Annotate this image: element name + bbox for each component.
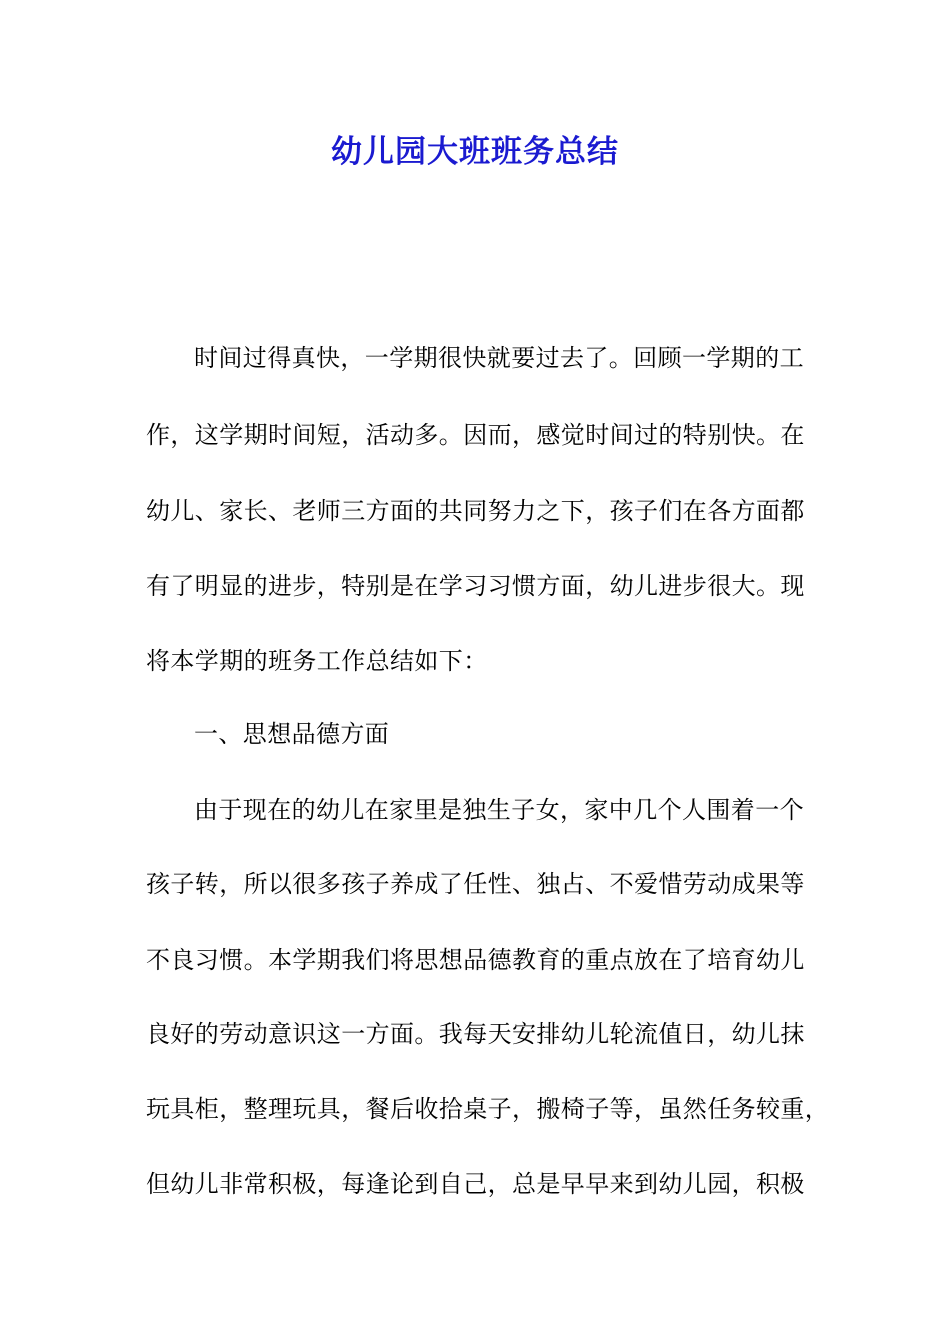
paragraph-line: 玩具柜，整理玩具，餐后收拾桌子，搬椅子等，虽然任务较重，: [146, 1095, 830, 1123]
paragraph-line: 时间过得真快，一学期很快就要过去了。回顾一学期的工: [194, 344, 804, 372]
paragraph-line: 幼儿、家长、老师三方面的共同努力之下，孩子们在各方面都: [146, 497, 805, 525]
paragraph-line: 不良习惯。本学期我们将思想品德教育的重点放在了培育幼儿: [146, 946, 805, 974]
paragraph-line: 孩子转，所以很多孩子养成了任性、独占、不爱惜劳动成果等: [146, 870, 805, 898]
paragraph-line: 作，这学期时间短，活动多。因而，感觉时间过的特别快。在: [146, 421, 805, 449]
paragraph-line: 由于现在的幼儿在家里是独生子女，家中几个人围着一个: [194, 796, 804, 824]
paragraph-line: 将本学期的班务工作总结如下：: [146, 647, 488, 675]
paragraph-line: 但幼儿非常积极，每逢论到自己，总是早早来到幼儿园，积极: [146, 1170, 805, 1198]
document-title: 幼儿园大班班务总结: [331, 134, 619, 170]
paragraph-line: 有了明显的进步，特别是在学习习惯方面，幼儿进步很大。现: [146, 572, 805, 600]
paragraph-line: 良好的劳动意识这一方面。我每天安排幼儿轮流值日，幼儿抹: [146, 1020, 805, 1048]
section-heading: 一、思想品德方面: [194, 720, 390, 748]
